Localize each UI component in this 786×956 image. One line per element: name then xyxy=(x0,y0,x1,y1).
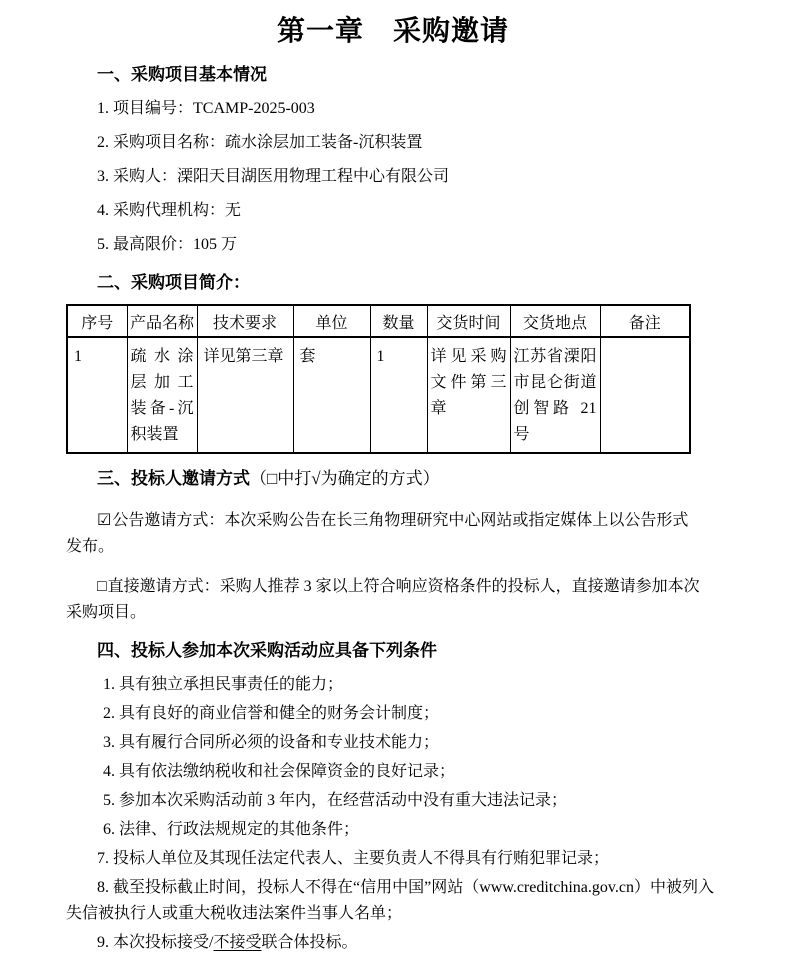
col-header-remarks: 备注 xyxy=(600,305,690,337)
condition-item-3: 3. 具有履行合同所必须的设备和专业技术能力； xyxy=(103,734,440,751)
condition-item-9 xyxy=(66,930,720,956)
direct-invitation-line xyxy=(66,574,700,626)
invitation-heading-note: （□中打√为确定的方式） xyxy=(250,469,440,488)
table-row xyxy=(67,337,690,453)
announce-invitation-text: 公告邀请方式：本次采购公告在长三角物理研究中心网站或指定媒体上以公告形式发布。 xyxy=(66,512,689,555)
condition-item-8: 8. 截至投标截止时间，投标人不得在“信用中国”网站（www.creditchina.gov.cn）中被列入失信被执行人或重大税收违法案件当事人名单； xyxy=(66,879,714,922)
purchaser-line: 3. 采购人：溧阳天目湖医用物理工程中心有限公司 xyxy=(97,168,450,185)
max-price-line: 5. 最高限价：105 万 xyxy=(97,236,238,253)
cell-tech-requirements: 详见第三章 xyxy=(197,337,293,453)
col-header-tech-requirements: 技术要求 xyxy=(197,305,293,337)
project-number-line: 1. 项目编号：TCAMP-2025-003 xyxy=(97,100,315,117)
table-header-row xyxy=(67,305,690,337)
invitation-heading-bold: 三、投标人邀请方式 xyxy=(97,469,250,488)
col-header-serial: 序号 xyxy=(67,305,127,337)
cell-delivery-time: 详见采购文件第三章 xyxy=(427,337,510,453)
col-header-delivery-place: 交货地点 xyxy=(510,305,600,337)
condition-item-6: 6. 法律、行政法规规定的其他条件； xyxy=(103,821,360,838)
condition-9-prefix: 9. 本次投标接受/ xyxy=(97,934,214,951)
cell-remarks xyxy=(600,337,690,453)
cell-unit: 套 xyxy=(293,337,370,453)
cell-serial: 1 xyxy=(67,337,127,453)
col-header-product-name: 产品名称 xyxy=(127,305,197,337)
project-name-line: 2. 采购项目名称：疏水涂层加工装备-沉积装置 xyxy=(97,134,423,151)
unchecked-checkbox-icon: □ xyxy=(97,578,107,595)
section-heading-invitation xyxy=(66,466,720,492)
direct-invitation-text: 直接邀请方式：采购人推荐 3 家以上符合响应资格条件的投标人，直接邀请参加本次采购项目。 xyxy=(66,578,700,621)
procurement-items-table xyxy=(66,304,691,454)
condition-item-7: 7. 投标人单位及其现任法定代表人、主要负责人不得具有行贿犯罪记录； xyxy=(97,850,610,867)
section-heading-conditions: 四、投标人参加本次采购活动应具备下列条件 xyxy=(97,641,437,660)
condition-item-1: 1. 具有独立承担民事责任的能力； xyxy=(103,676,344,693)
announce-invitation-line xyxy=(66,508,700,560)
condition-item-5: 5. 参加本次采购活动前 3 年内，在经营活动中没有重大违法记录； xyxy=(103,792,568,809)
section-heading-basic-info: 一、采购项目基本情况 xyxy=(97,65,267,84)
cell-quantity: 1 xyxy=(370,337,427,453)
col-header-delivery-time: 交货时间 xyxy=(427,305,510,337)
section-heading-summary: 二、采购项目简介： xyxy=(97,273,250,292)
col-header-quantity: 数量 xyxy=(370,305,427,337)
checked-checkbox-icon: ☑ xyxy=(97,512,112,529)
chapter-title: 第一章 采购邀请 xyxy=(276,16,509,47)
agency-line: 4. 采购代理机构：无 xyxy=(97,202,242,219)
condition-9-no-accept: 不接受 xyxy=(213,934,262,951)
condition-item-4: 4. 具有依法缴纳税收和社会保障资金的良好记录； xyxy=(103,763,456,780)
col-header-unit: 单位 xyxy=(293,305,370,337)
cell-delivery-place: 江苏省溧阳市昆仑街道创智路 21 号 xyxy=(510,337,600,453)
cell-product-name: 疏水涂层加工装备-沉积装置 xyxy=(127,337,197,453)
condition-9-suffix: 联合体投标。 xyxy=(261,934,358,951)
condition-item-2: 2. 具有良好的商业信誉和健全的财务会计制度； xyxy=(103,705,440,722)
